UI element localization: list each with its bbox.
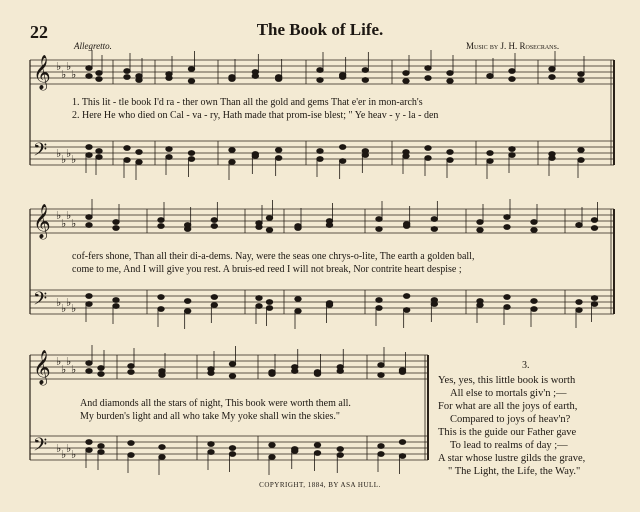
- svg-text:♭: ♭: [66, 61, 72, 73]
- svg-text:♭: ♭: [61, 69, 67, 81]
- system1-lyric-verse1: 1. This lit - tle book I'd ra - ther own Than all the gold and gems That e'er in mon-arch's: [72, 97, 423, 108]
- system3-lyric-verse1: And diamonds all the stars of night, This book were worth them all.: [80, 398, 351, 409]
- svg-text:♭: ♭: [61, 154, 67, 166]
- svg-text:♭: ♭: [61, 449, 67, 461]
- system2-lyric-verse1: cof-fers shone, Than all their di-a-dems. Nay, were the seas one chrys-o-lite, The earth a golden ball,: [72, 251, 475, 262]
- svg-text:♭: ♭: [66, 356, 72, 368]
- tempo-marking: Allegretto.: [74, 41, 112, 51]
- system3-lyric-verse2: My burden's light and all who take My yoke shall win the skies.": [80, 411, 341, 422]
- copyright-notice: COPYRIGHT, 1884, BY ASA HULL.: [259, 481, 381, 489]
- composer-credit: Music by J. H. Rosecrans.: [466, 41, 560, 51]
- svg-text:𝄢: 𝄢: [33, 434, 48, 459]
- svg-text:♭: ♭: [56, 210, 62, 222]
- verse-line: To lead to realms of day ;—: [450, 440, 568, 451]
- verse-line: Yes, yes, this little book is worth: [438, 375, 576, 386]
- svg-text:♭: ♭: [56, 297, 62, 309]
- verse-line: For what are all the joys of earth,: [438, 401, 578, 412]
- svg-text:𝄢: 𝄢: [33, 288, 48, 313]
- svg-text:♭: ♭: [71, 154, 77, 166]
- verse-number: 3.: [522, 360, 530, 371]
- svg-text:♭: ♭: [56, 61, 62, 73]
- svg-text:♭: ♭: [71, 449, 77, 461]
- svg-text:♭: ♭: [61, 364, 67, 376]
- svg-text:♭: ♭: [71, 218, 77, 230]
- verse-line: " The Light, the Life, the Way.": [448, 466, 581, 477]
- svg-text:𝄞: 𝄞: [33, 205, 51, 238]
- svg-text:♭: ♭: [61, 218, 67, 230]
- svg-text:♭: ♭: [61, 303, 67, 315]
- svg-text:𝄢: 𝄢: [33, 139, 48, 164]
- svg-text:♭: ♭: [71, 364, 77, 376]
- verse-line: A star whose lustre gilds the grave,: [438, 453, 586, 464]
- svg-text:♭: ♭: [66, 443, 72, 455]
- system1-lyric-verse2: 2. Here He who died on Cal - va - ry, Hath made that prom-ise blest; " Ye heav - y - la - den: [72, 110, 439, 121]
- svg-text:♭: ♭: [71, 69, 77, 81]
- svg-text:𝄞: 𝄞: [33, 56, 51, 89]
- svg-text:𝄞: 𝄞: [33, 351, 51, 384]
- svg-text:♭: ♭: [56, 443, 62, 455]
- svg-text:♭: ♭: [66, 297, 72, 309]
- page-number: 22: [30, 22, 48, 42]
- verse-line: This is the guide our Father gave: [438, 427, 577, 438]
- svg-text:♭: ♭: [56, 356, 62, 368]
- svg-text:♭: ♭: [66, 148, 72, 160]
- svg-text:♭: ♭: [66, 210, 72, 222]
- system2-lyric-verse2: come to me, And I will give you rest. A bruis-ed reed I will not break, Nor contrite heart despise ;: [72, 264, 462, 275]
- verse-line: Compared to joys of heav'n?: [450, 414, 571, 425]
- hymn-title: The Book of Life.: [256, 20, 384, 39]
- svg-text:♭: ♭: [71, 303, 77, 315]
- verse-line: All else to mortals giv'n ;—: [450, 388, 567, 399]
- svg-text:♭: ♭: [56, 148, 62, 160]
